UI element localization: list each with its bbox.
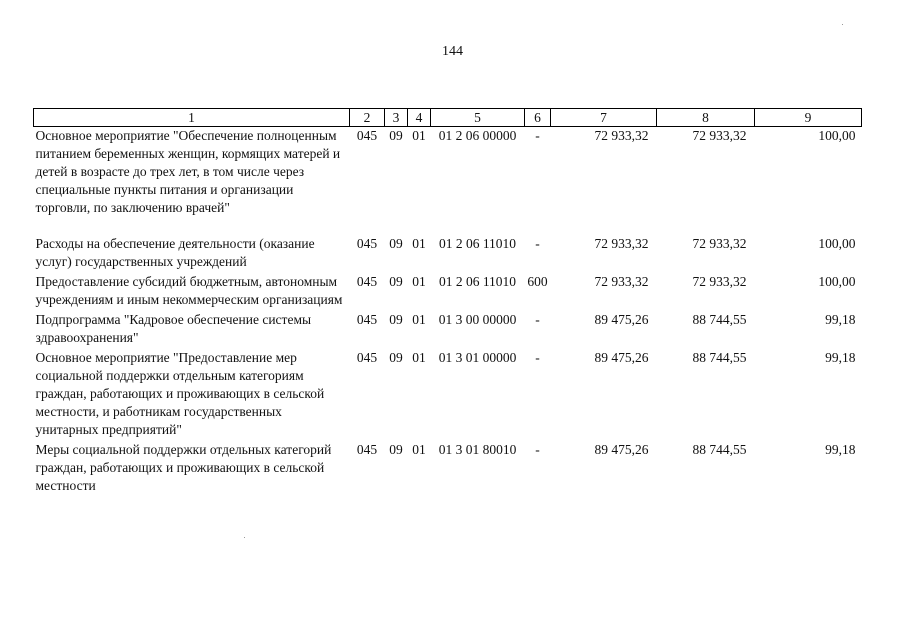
row-name: Предоставление субсидий бюджетным, автономным учреждениям и иным некоммерческим организациям bbox=[35, 274, 343, 307]
page-number: 144 bbox=[442, 44, 463, 59]
row-code-subsection: 01 bbox=[412, 442, 426, 457]
row-planned: 72 933,32 bbox=[594, 236, 649, 251]
row-code-subsection: 01 bbox=[412, 312, 426, 327]
row-executed: 72 933,32 bbox=[692, 236, 747, 251]
row-code-expense-type: - bbox=[535, 350, 540, 365]
row-code-ministry: 045 bbox=[356, 350, 378, 365]
table-row bbox=[34, 235, 862, 273]
scan-speck bbox=[842, 24, 843, 25]
row-percent: 99,18 bbox=[825, 312, 856, 327]
header-cell-4: 4 bbox=[408, 109, 431, 127]
row-code-ministry: 045 bbox=[356, 128, 378, 143]
row-code-target: 01 3 01 80010 bbox=[438, 442, 517, 457]
table-row bbox=[34, 349, 862, 441]
row-planned: 89 475,26 bbox=[594, 350, 649, 365]
header-cell-2: 2 bbox=[350, 109, 385, 127]
row-name: Меры социальной поддержки отдельных категорий граждан, работающих и проживающих в сельской местности bbox=[35, 442, 332, 493]
row-code-section: 09 bbox=[389, 128, 403, 143]
row-code-ministry: 045 bbox=[356, 442, 378, 457]
table-row bbox=[34, 127, 862, 236]
row-planned: 89 475,26 bbox=[594, 312, 649, 327]
row-executed: 88 744,55 bbox=[692, 350, 747, 365]
table-row bbox=[34, 311, 862, 349]
row-planned: 72 933,32 bbox=[594, 274, 649, 289]
header-cell-6: 6 bbox=[525, 109, 551, 127]
row-code-expense-type: - bbox=[535, 312, 540, 327]
row-percent: 100,00 bbox=[818, 236, 856, 251]
header-cell-7: 7 bbox=[551, 109, 657, 127]
row-code-section: 09 bbox=[389, 236, 403, 251]
row-code-expense-type: 600 bbox=[527, 274, 548, 289]
row-percent: 100,00 bbox=[818, 274, 856, 289]
table-row bbox=[34, 273, 862, 311]
row-code-expense-type: - bbox=[535, 442, 540, 457]
row-planned: 89 475,26 bbox=[594, 442, 649, 457]
row-percent: 100,00 bbox=[818, 128, 856, 143]
row-code-section: 09 bbox=[389, 442, 403, 457]
row-percent: 99,18 bbox=[825, 350, 856, 365]
header-cell-9: 9 bbox=[755, 109, 862, 127]
table-row bbox=[34, 441, 862, 497]
row-name: Подпрограмма "Кадровое обеспечение системы здравоохранения" bbox=[35, 312, 312, 345]
row-executed: 72 933,32 bbox=[692, 274, 747, 289]
row-code-target: 01 2 06 00000 bbox=[438, 128, 517, 143]
header-row bbox=[34, 109, 862, 127]
row-code-section: 09 bbox=[389, 274, 403, 289]
row-code-ministry: 045 bbox=[356, 236, 378, 251]
row-code-subsection: 01 bbox=[412, 236, 426, 251]
row-code-target: 01 3 01 00000 bbox=[438, 350, 517, 365]
row-planned: 72 933,32 bbox=[594, 128, 649, 143]
row-executed: 88 744,55 bbox=[692, 442, 747, 457]
row-code-subsection: 01 bbox=[412, 128, 426, 143]
row-name: Расходы на обеспечение деятельности (оказание услуг) государственных учреждений bbox=[35, 236, 315, 269]
row-code-subsection: 01 bbox=[412, 274, 426, 289]
header-cell-1: 1 bbox=[34, 109, 350, 127]
row-code-subsection: 01 bbox=[412, 350, 426, 365]
row-code-expense-type: - bbox=[535, 128, 540, 143]
row-name: Основное мероприятие "Предоставление мер социальной поддержки отдельным категориям граждан, работающих и проживающих в сельской местности, и работникам государственных унитарных предприятий" bbox=[35, 350, 325, 437]
row-name: Основное мероприятие "Обеспечение полноценным питанием беременных женщин, кормящих матерей и детей в возрасте до трех лет, в том числе через специальные пункты питания и организации торговли, по заключению врачей" bbox=[35, 128, 341, 215]
row-code-target: 01 3 00 00000 bbox=[438, 312, 517, 327]
row-code-target: 01 2 06 11010 bbox=[438, 236, 517, 251]
row-percent: 99,18 bbox=[825, 442, 856, 457]
header-cell-8: 8 bbox=[657, 109, 755, 127]
header-cell-5: 5 bbox=[431, 109, 525, 127]
scan-speck bbox=[244, 537, 245, 538]
row-code-ministry: 045 bbox=[356, 312, 378, 327]
row-code-target: 01 2 06 11010 bbox=[438, 274, 517, 289]
row-executed: 88 744,55 bbox=[692, 312, 747, 327]
budget-table bbox=[33, 108, 862, 497]
row-code-ministry: 045 bbox=[356, 274, 378, 289]
header-cell-3: 3 bbox=[385, 109, 408, 127]
row-code-section: 09 bbox=[389, 350, 403, 365]
row-executed: 72 933,32 bbox=[692, 128, 747, 143]
row-code-section: 09 bbox=[389, 312, 403, 327]
row-code-expense-type: - bbox=[535, 236, 540, 251]
